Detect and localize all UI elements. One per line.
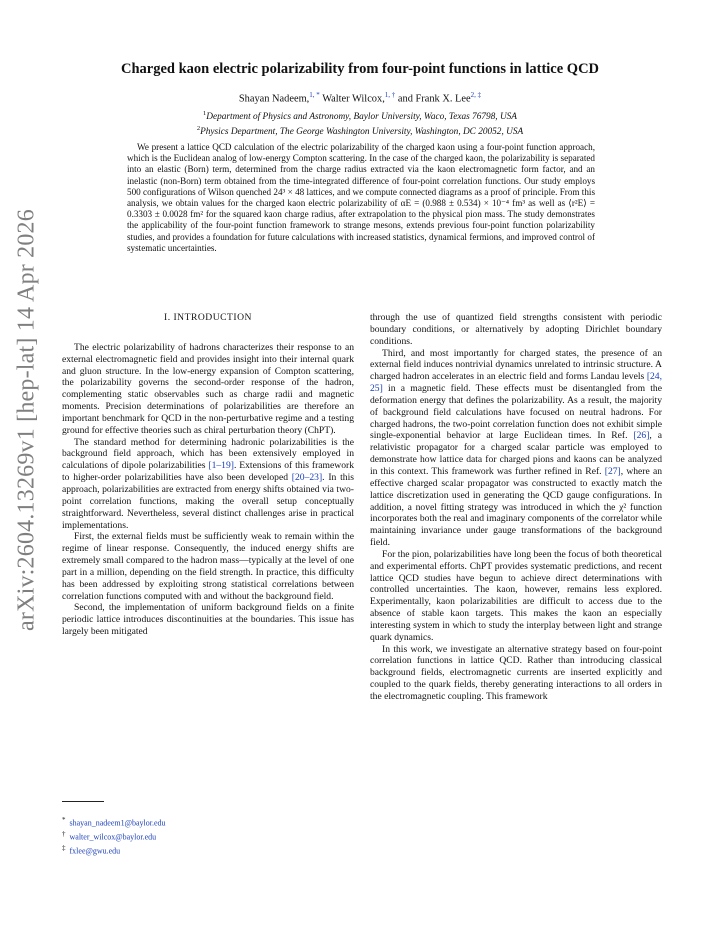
author-name: and Frank X. Lee [397, 93, 471, 105]
email-link[interactable]: shayan_nadeem1@baylor.edu [69, 818, 166, 828]
paragraph: First, the external fields must be sufficiently weak to remain within the regime of linear response. Consequently, the induced energy shifts are extremely small compared to the hadron mass—typically at the level of one part in a million, depending on the field strength. In practice, this difficulty has been addressed by exploiting strong statistical correlations between correlation functions computed with and without the background field. [62, 531, 354, 602]
affiliations [80, 108, 640, 138]
paragraph: In this work, we investigate an alternative strategy based on four-point correlation functions in lattice QCD. Rather than introducing classical background fields, electromagnetic currents are inserted explicitly and coupled to the quark fields, thereby generating interactions to all orders in the electromagnetic coupling. This framework [370, 643, 662, 702]
footnote [62, 843, 354, 857]
author-list [60, 91, 660, 104]
affiliation-line [80, 108, 640, 123]
paragraph: Second, the implementation of uniform background fields on a finite periodic lattice introduces discontinuities at the boundaries. This issue has largely been mitigated [62, 602, 354, 638]
citation-link[interactable]: [1–19] [208, 460, 234, 472]
email-link[interactable]: walter_wilcox@baylor.edu [69, 832, 157, 842]
paragraph-text: , a relativistic propagator for a charged scalar particle was employed to demonstrate how lattice data for charged pions and kaons can be analyzed in this context. This framework was further refined in Ref. [370, 430, 662, 477]
paragraph [62, 437, 354, 532]
author-marks[interactable]: 1, † [384, 91, 396, 99]
paragraph-text: . Extensions of this framework to higher-order polarizabilities have also been developed [62, 460, 354, 484]
citation-link[interactable]: [20–23] [291, 472, 323, 484]
footnote-mark: ‡ [62, 844, 66, 853]
footnote [62, 815, 354, 829]
abstract: We present a lattice QCD calculation of the electric polarizability of the charged kaon using a four-point function approach, which is the Euclidean analog of low-energy Compton scattering. In the case of the charged kaon, the polarizability is separated into an elastic (Born) term, determined from the charge radius extracted via the kaon electromagnetic form factor, and an inelastic (non-Born) term obtained from the time-integrated difference of four-point correlation functions. Our study employs 500 configurations of Wilson quenched 24³ × 48 lattices, and we compute connected diagrams as a proof of principle. From this analysis, we obtain values for the charged kaon electric polarizability of αE = (0.988 ± 0.534) × 10⁻⁴ fm³ as well as ⟨r²E⟩ = 0.3303 ± 0.0028 fm² for the squared kaon charge radius, after extrapolation to the physical pion mass. The study demonstrates the applicability of the four-point function framework to strange mesons, extends previous four-point function polarizability studies, and provides a foundation for future calculations with increased statistics, dynamical fermions, and improved control of systematic uncertainties. [127, 142, 595, 253]
citation-link[interactable]: [26] [633, 430, 650, 442]
citation-link[interactable]: [27] [604, 465, 621, 477]
paragraph-text: , where an effective charged scalar propagator was constructed to exactly match the lattice discretization used in generating the QCD gauge configurations. In addition, a novel fitting strategy was introduced in which the χ² function incorporates both the real and imaginary components of the correlator while maintaining invariance under gauge transformations of the background field. [370, 465, 663, 549]
footnotes [62, 801, 354, 857]
footnote [62, 829, 354, 843]
paragraph: through the use of quantized field strengths consistent with periodic boundary conditions, or alternatively by adopting Dirichlet boundary conditions. [370, 312, 662, 347]
citation-link[interactable]: [24, 25] [370, 371, 662, 395]
footnote-mark: * [62, 816, 66, 824]
paragraph: For the pion, polarizabilities have long been the focus of both theoretical and experimental efforts. ChPT provides systematic predictions, and recent lattice QCD studies have begun to achieve direct determinations with controlled uncertainties. The kaon, however, remains less explored. Experimentally, kaon polarizabilities are difficult to access due to the absence of stable kaon targets. This makes the kaon an especially interesting system in which to study the interplay between light and strange quark dynamics. [370, 548, 662, 643]
paragraph [370, 348, 662, 549]
paragraph-text: Third, and most importantly for charged states, the presence of an external field induces nontrivial dynamics unrelated to intrinsic structure. A charged hadron accelerates in an electric field and forms Landau levels [370, 347, 662, 383]
affiliation-text: Physics Department, The George Washington University, Washington, DC 20052, USA [200, 127, 524, 138]
footnote-rule [62, 801, 104, 802]
affiliation-line [80, 123, 640, 138]
left-column [62, 312, 354, 638]
affiliation-number: 2 [196, 125, 201, 133]
paragraph: The electric polarizability of hadrons characterizes their response to an external electromagnetic field and provides insight into their internal quark and gluon structure. In the low-energy expansion of Compton scattering, the polarizability governs the second-order response of the hadron, complementing static observables such as charge radii and magnetic moments. Precision determinations of polarizabilities are therefore an important benchmark for QCD in the non-perturbative regime and a testing ground for effective theories such as chiral perturbation theory (ChPT). [62, 341, 354, 436]
paragraph-text: The standard method for determining hadronic polarizabilities is the background field approach, which has been extensively employed in calculations of dipole polarizabilities [62, 436, 354, 472]
author-name: Walter Wilcox, [322, 93, 385, 105]
author-marks[interactable]: 2, ‡ [470, 91, 482, 99]
affiliation-text: Department of Physics and Astronomy, Baylor University, Waco, Texas 76798, USA [206, 112, 517, 123]
author-marks[interactable]: 1, * [309, 91, 320, 99]
right-column [370, 312, 662, 703]
email-link[interactable]: fxlee@gwu.edu [69, 846, 121, 856]
paragraph-text: . In this approach, polarizabilities are extracted from energy shifts obtained via two-point correlation functions, making the overall setup conceptually straightforward. Nevertheless, several distinct challenges arise in practical implementations. [62, 472, 354, 531]
affiliation-number: 1 [203, 110, 207, 117]
paragraph-text: in a magnetic field. These effects must be disentangled from the deformation energy that defines the polarizability. As a result, the majority of background field calculations have focused on neutral hadrons. For charged hadrons, the two-point correlation function does not exhibit simple single-exponential behavior at large Euclidean times. In Ref. [370, 383, 662, 442]
footnote-mark: † [62, 830, 66, 839]
paper-title: Charged kaon electric polarizability from four-point functions in lattice QCD [120, 61, 600, 77]
arxiv-identifier: arXiv:2604.13269v1 [hep-lat] 14 Apr 2026 [13, 209, 40, 631]
section-heading: I. INTRODUCTION [164, 312, 252, 323]
author-name: Shayan Nadeem, [238, 93, 310, 105]
